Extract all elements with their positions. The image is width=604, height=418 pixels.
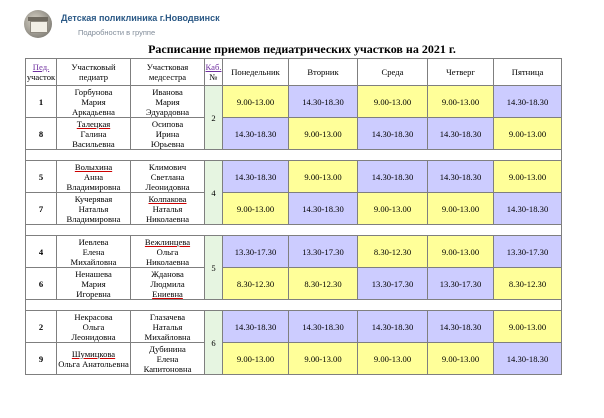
sestra-name [131,343,205,375]
kab-number: 5 [205,236,223,300]
separator-row [26,150,562,161]
col-sestra-line2: медсестра [148,72,187,82]
time-cell: 14.30-18.30 [289,86,358,118]
name-part: Васильевна [72,138,115,149]
uchastok-number: 6 [26,268,57,300]
name-part: Наталья [152,321,183,332]
name-part: Наталья [78,203,109,214]
name-part: Ольга [156,246,179,257]
name-part: Климович [148,161,187,172]
sestra-name [131,118,205,150]
name-part: Иванова [152,86,183,97]
name-part: Вежлинцева [144,236,191,247]
sestra-name [131,193,205,225]
col-sestra-line1: Участковая [146,62,189,72]
uchastok-number: 2 [26,311,57,343]
sestra-name [131,268,205,300]
time-cell: 14.30-18.30 [358,118,428,150]
table-row [26,193,562,225]
time-cell: 9.00-13.00 [494,161,562,193]
col-sestra [131,59,205,86]
time-cell: 14.30-18.30 [223,311,289,343]
pediatr-name [57,268,131,300]
time-cell: 14.30-18.30 [223,118,289,150]
col-pediatr-line1: Участковый [71,62,116,72]
pediatr-name [57,343,131,375]
pediatr-name [57,311,131,343]
kab-number: 4 [205,161,223,225]
pediatr-name [57,236,131,268]
time-cell: 8.30-12.30 [289,268,358,300]
table-row [26,86,562,118]
time-cell: 9.00-13.00 [428,236,494,268]
sestra-name [131,311,205,343]
name-part: Наталья [152,203,183,214]
table-row [26,236,562,268]
name-part: Светлана [150,171,185,182]
schedule-table [25,58,562,375]
post-header [0,0,604,40]
pediatr-name [57,193,131,225]
name-part: Шумицкова [71,348,116,359]
col-fri: Пятница [494,59,562,86]
name-part: Михайловна [70,256,117,267]
sestra-name [131,86,205,118]
col-uchastok [26,59,57,86]
time-cell: 9.00-13.00 [494,118,562,150]
name-part: Галина [80,128,107,139]
col-pediatr [57,59,131,86]
name-part: Леонидовна [145,181,190,192]
separator-cell [26,225,562,236]
name-part: Кучерявая [74,193,113,204]
time-cell: 13.30-17.30 [223,236,289,268]
name-part: Юрьевна [150,138,185,149]
time-cell: 14.30-18.30 [494,86,562,118]
name-part: Елена [82,246,105,257]
sestra-name [131,161,205,193]
name-part: Эдуардовна [145,106,190,117]
name-part: Ениевна [152,288,183,299]
name-part: Ольга [82,321,105,332]
group-avatar[interactable] [24,10,52,38]
time-cell: 9.00-13.00 [223,193,289,225]
name-part: Владимировна [66,213,121,224]
name-part: Иевлева [78,236,109,247]
name-part: Глазачева [149,311,186,322]
name-part: Волыхина [74,161,113,172]
kab-number: 6 [205,311,223,375]
table-row [26,343,562,375]
name-part: Николаевна [145,213,190,224]
separator-row [26,225,562,236]
name-part: Ирина [155,128,180,139]
name-part: Жданова [151,268,184,279]
schedule-title: Расписание приемов педиатрических участков на 2021 г. [148,42,456,56]
time-cell: 8.30-12.30 [494,268,562,300]
name-part: Мария [155,96,180,107]
name-part: Колпакова [148,193,187,204]
time-cell: 9.00-13.00 [428,193,494,225]
time-cell: 8.30-12.30 [358,236,428,268]
pediatr-name [57,161,131,193]
time-cell: 9.00-13.00 [428,343,494,375]
name-part: Осипова [151,118,184,129]
separator-cell [26,300,562,311]
time-cell: 14.30-18.30 [494,343,562,375]
pediatr-name [57,118,131,150]
group-name-link[interactable]: Детская поликлиника г.Новодвинск [61,13,220,23]
uchastok-number: 4 [26,236,57,268]
time-cell: 14.30-18.30 [358,311,428,343]
name-part: Мария [81,96,106,107]
time-cell: 9.00-13.00 [358,86,428,118]
pediatr-name [57,86,131,118]
name-part: Леонидовна [71,331,116,342]
time-cell: 9.00-13.00 [358,343,428,375]
col-thu: Четверг [428,59,494,86]
time-cell: 13.30-17.30 [428,268,494,300]
name-part: Ненашева [75,268,112,279]
col-mon: Понедельник [223,59,289,86]
time-cell: 14.30-18.30 [358,161,428,193]
col-kab-line2: № [209,72,218,82]
time-cell: 13.30-17.30 [289,236,358,268]
time-cell: 14.30-18.30 [494,193,562,225]
name-part: Талецкая [76,118,111,129]
group-details-link[interactable]: Подробности в группе [78,28,156,37]
name-part: Игоревна [76,288,111,299]
time-cell: 14.30-18.30 [223,161,289,193]
uchastok-number: 5 [26,161,57,193]
name-part: Мария [81,278,106,289]
header-row [26,59,562,86]
col-wed: Среда [358,59,428,86]
time-cell: 8.30-12.30 [223,268,289,300]
col-tue: Вторник [289,59,358,86]
name-part: Анна [83,171,104,182]
uchastok-number: 8 [26,118,57,150]
name-part: Николаевна [145,256,190,267]
time-cell: 9.00-13.00 [494,311,562,343]
time-cell: 9.00-13.00 [358,193,428,225]
col-pediatr-line2: педиатр [78,72,109,82]
table-row [26,118,562,150]
col-kab-line1: Каб. [205,62,222,72]
table-row [26,268,562,300]
separator-row [26,300,562,311]
table-row [26,311,562,343]
separator-cell [26,150,562,161]
time-cell: 13.30-17.30 [358,268,428,300]
name-part: Владимировна [66,181,121,192]
name-part: Ольга Анатольевна [58,358,129,369]
time-cell: 9.00-13.00 [428,86,494,118]
name-part: Некрасова [74,311,113,322]
kab-number: 2 [205,86,223,150]
col-kab [205,59,223,86]
time-cell: 9.00-13.00 [223,343,289,375]
uchastok-number: 1 [26,86,57,118]
time-cell: 13.30-17.30 [494,236,562,268]
uchastok-number: 7 [26,193,57,225]
col-uchastok-line2: участок [26,72,56,82]
building-icon [30,21,48,33]
col-uchastok-line1: Пед. [32,62,50,72]
name-part: Горбунова [74,86,113,97]
time-cell: 9.00-13.00 [289,343,358,375]
time-cell: 9.00-13.00 [289,118,358,150]
time-cell: 14.30-18.30 [289,193,358,225]
sestra-name [131,236,205,268]
time-cell: 14.30-18.30 [428,161,494,193]
time-cell: 9.00-13.00 [289,161,358,193]
name-part: Елена [156,353,179,364]
time-cell: 14.30-18.30 [428,311,494,343]
uchastok-number: 9 [26,343,57,375]
table-row [26,161,562,193]
name-part: Капитоновна [143,363,192,374]
time-cell: 14.30-18.30 [428,118,494,150]
name-part: Михайловна [144,331,191,342]
name-part: Дубинина [149,343,186,354]
time-cell: 9.00-13.00 [223,86,289,118]
time-cell: 14.30-18.30 [289,311,358,343]
name-part: Людмила [150,278,185,289]
name-part: Аркадьевна [72,106,115,117]
